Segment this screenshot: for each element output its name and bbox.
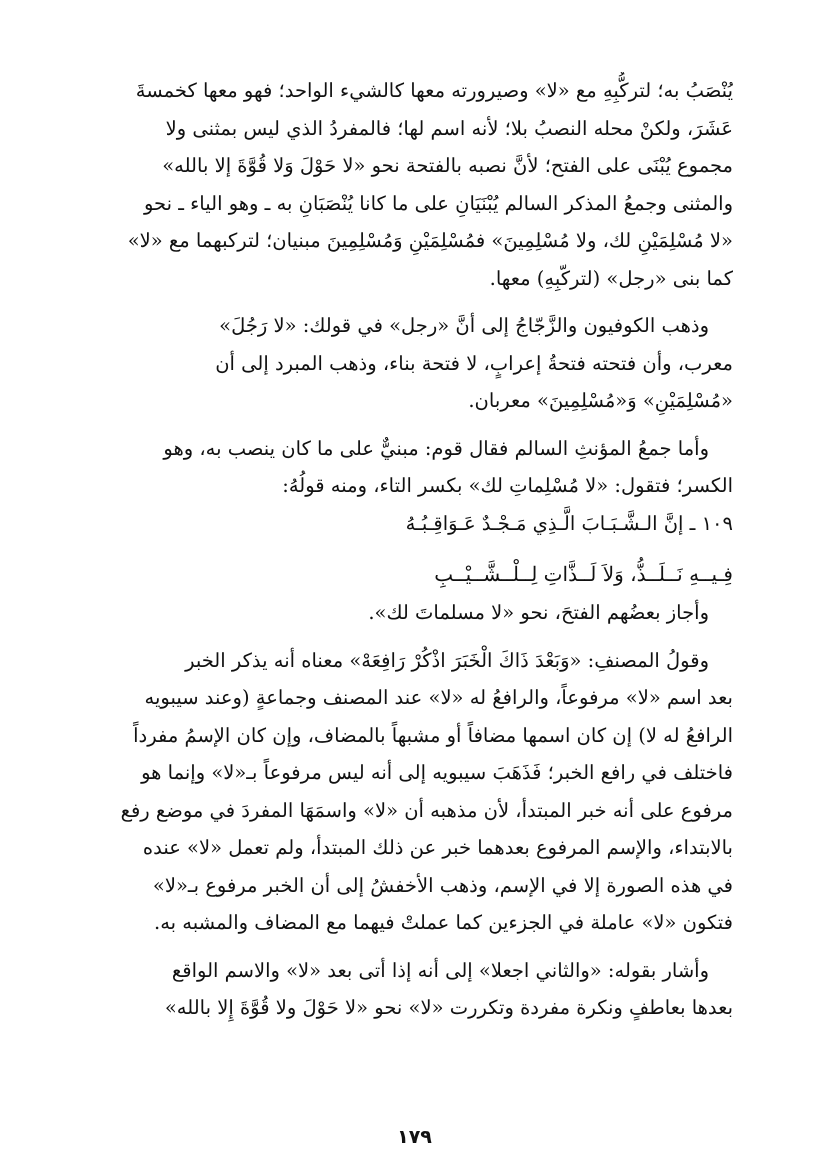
text-line: بالابتداء، والإسم المرفوع بعدهما خبر عن ذلك المبتدأ، ولم تعمل «لا» عنده (142, 836, 733, 859)
text-line: «لا مُسْلِمَيْنِ لك، ولا مُسْلِمِينَ» فمُسْلِمَيْنِ وَمُسْلِمِينَ مبنيان؛ لتركبهما مع «لا» (127, 229, 733, 252)
paragraph-5 (96, 952, 733, 1027)
text-line: فاختلف في رافع الخبر؛ فَذَهَبَ سيبويه إلى أنه ليس مرفوعاً بـ«لا» وإنما هو (141, 761, 733, 784)
text-line: الرافعُ له لا) إن كان اسمها مضافاً أو مشبهاً بالمضاف، وإن كان الإسمُ مفرداً (133, 723, 733, 747)
text-line: وذهب الكوفيون والزَّجّاجُ إلى أنَّ «رجل» في قولك: «لا رَجُلَ» (219, 314, 709, 337)
text-line: كما بنى «رجل» (لتركّبِهِ) معها. (489, 266, 733, 290)
text-line: وأجاز بعضُهم الفتحَ، نحو «لا مسلماتَ لك». (368, 601, 709, 624)
text-line: وأشار بقوله: «والثاني اجعلا» إلى أنه إذا أتى بعد «لا» والاسم الواقع (171, 958, 709, 982)
text-line: وأما جمعُ المؤنثِ السالم فقال قوم: مبنيٌّ على ما كان ينصب به، وهو (163, 436, 709, 460)
text-line: بعد اسم «لا» مرفوعاً، والرافعُ له «لا» عند المصنف وجماعةٍ (وعند سيبويه (144, 686, 733, 709)
paragraph-3 (96, 430, 733, 632)
text-line: فتكون «لا» عاملة في الجزءين كما عملتْ فيهما مع المضاف والمشبه به. (154, 911, 733, 934)
text-line: وقولُ المصنفِ: «وَبَعْدَ ذَاكَ الْخَبَرَ اذْكُرْ رَافِعَهْ» معناه أنه يذكر الخبر (185, 648, 709, 672)
text-line: يُنْصَبُ به؛ لتركُّبِهِ مع «لا» وصيرورته معها كالشيء الواحد؛ فهو معها كخمسةَ (135, 79, 733, 102)
text-line: في هذه الصورة إلا في الإسم، وذهب الأخفشُ إلى أن الخبر مرفوع بـ«لا» (152, 873, 733, 897)
verse-first-hemistich: ١٠٩ ـ إنَّ الـشَّـبَـابَ الَّـذِي مَـجْـدٌ عَـوَاقِـبُـهُ (405, 511, 733, 535)
text-line: عَشَرَ، ولكنْ محله النصبُ بلا؛ لأنه اسم لها؛ فالمفردُ الذي ليس بمثنى ولا (165, 116, 733, 140)
verse-second-hemistich: فِـيــهِ نَــلَــذُّ، وَلاَ لَــذَّاتِ لِــلْــشَّــيْــبِ (434, 562, 733, 586)
text-line: معرب، وأن فتحته فتحةُ إعرابٍ، لا فتحة بناء، وذهب المبرد إلى أن (215, 351, 733, 375)
text-line: الكسر؛ فتقول: «لا مُسْلِماتِ لك» بكسر التاء، ومنه قولُهُ: (282, 474, 733, 497)
paragraph-2 (96, 307, 733, 420)
text-line: مرفوع على أنه خبر المبتدأ، لأن مذهبه أن «لا» واسمَهَا المفردَ في موضع رفع (120, 798, 733, 822)
page-number: ١٧٩ (397, 1126, 432, 1148)
paragraph-1 (96, 72, 733, 297)
page-body (96, 72, 733, 1089)
text-line: بعدها بعاطفٍ ونكرة مفردة وتكررت «لا» نحو «لا حَوْلَ ولا قُوَّةَ إِلا بالله» (164, 996, 733, 1019)
text-line: «مُسْلِمَيْنِ» وَ«مُسْلِمِينَ» معربان. (468, 389, 733, 412)
text-line: والمثنى وجمعُ المذكر السالم يُبْنَيَانِ على ما كانا يُنْصَبَانِ به ـ وهو الياء ـ نحو (143, 191, 733, 215)
text-line: مجموع يُبْنَى على الفتح؛ لأنَّ نصبه بالفتحة نحو «لا حَوْلَ وَلا قُوَّةَ إلا بالله» (162, 154, 733, 177)
paragraph-4 (96, 642, 733, 942)
